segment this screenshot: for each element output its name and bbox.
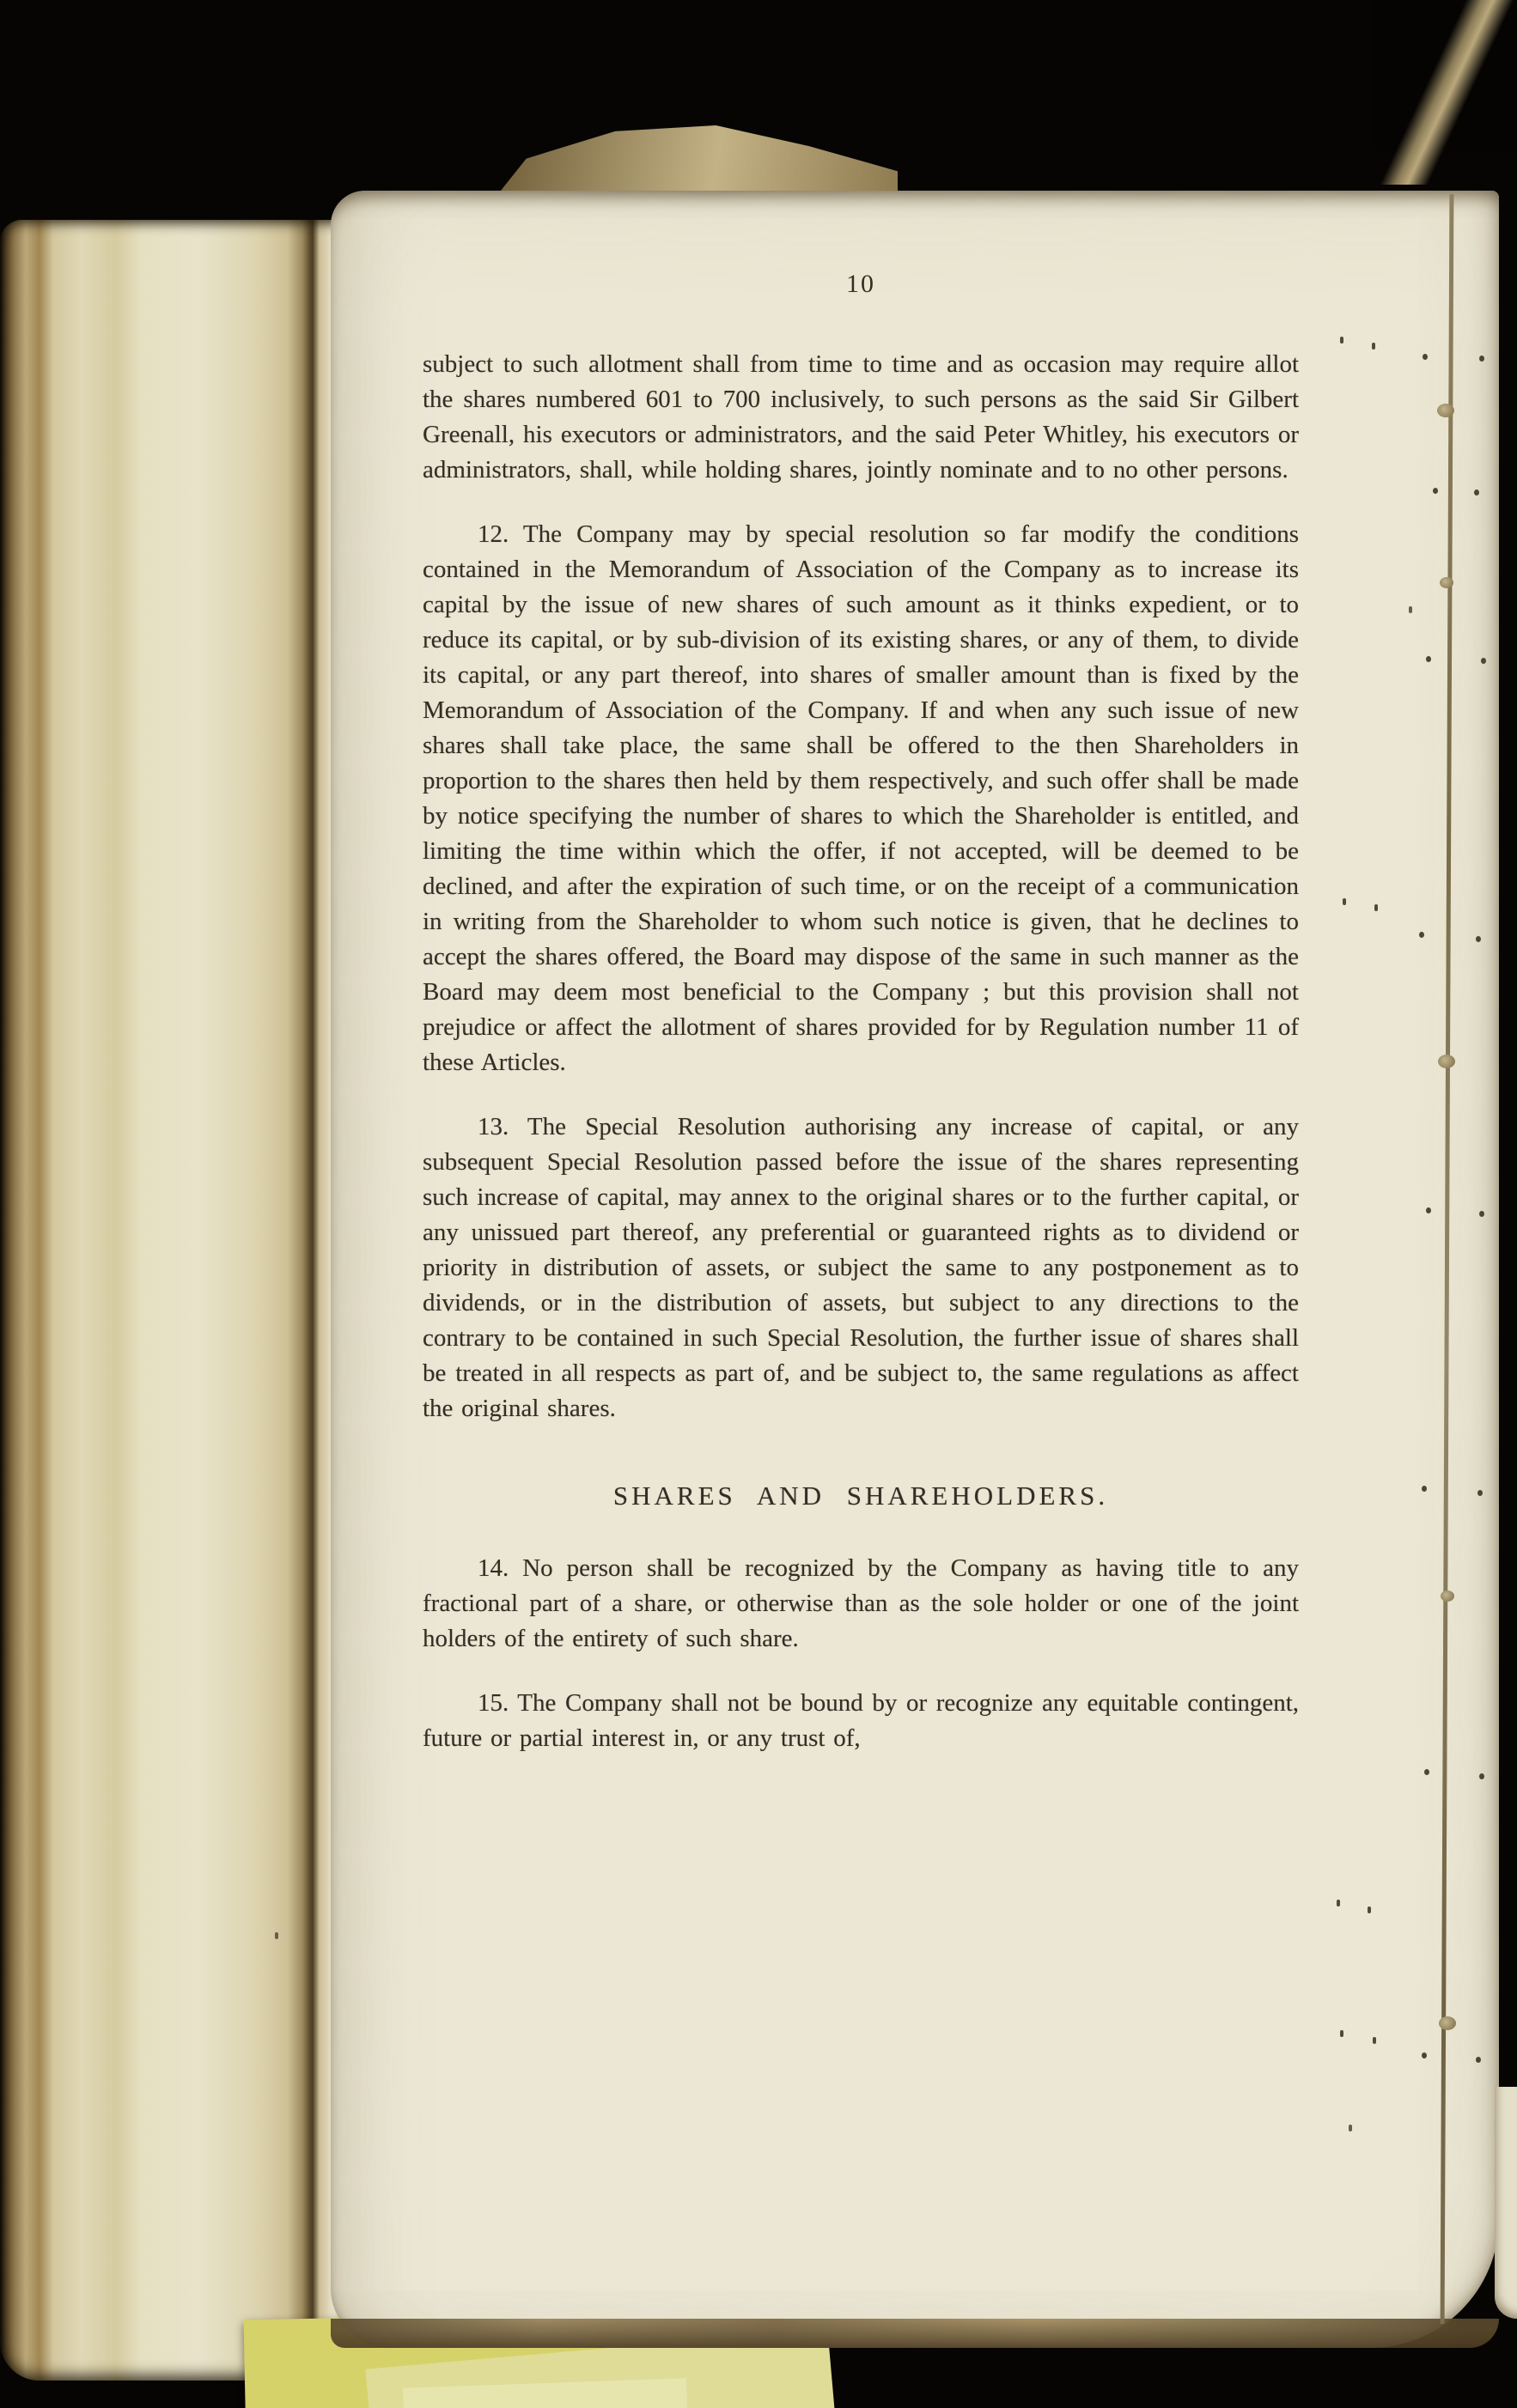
book-page — [331, 191, 1499, 2348]
section-heading: SHARES AND SHAREHOLDERS. — [612, 1481, 1109, 1511]
next-page-edge — [1495, 2087, 1517, 2319]
margin-specks — [0, 0, 3, 7]
page-bottom-edge — [331, 2319, 1499, 2348]
left-page-edges — [0, 220, 344, 2381]
stitch-knot — [1439, 2016, 1456, 2030]
page-corner-fold — [494, 125, 898, 199]
stitch-knot — [1437, 404, 1454, 417]
stitch-knot — [1440, 577, 1453, 588]
page-text-block — [423, 347, 1299, 1785]
paragraph: subject to such allotment shall from time to time and as occasion may require allot the shares numbered 601 to 700 inclusively, to such persons as the said Sir Gilbert Greenall, his executors or administrators, and the said Peter Whitley, his executors or administrators, shall, while holding shares, jointly nominate and to no other persons. — [423, 350, 1299, 483]
paragraph: 14. No person shall be recognized by the Company as having title to any fractional part of a share, or otherwise than as the sole holder or one of the joint holders of the entirety of such share. — [423, 1554, 1299, 1652]
stitch-knot — [1441, 1590, 1454, 1602]
stitch-knot — [1438, 1055, 1455, 1068]
paragraph: 12. The Company may by special resolution so far modify the conditions contained in the Memorandum of Association of the Company as to increase its capital by the issue of new shares of such amount as it thinks expedient, or to reduce its capital, or by sub-division of its existing shares, or any of them, to divide its capital, or any part thereof, into shares of smaller amount than is fixed by the Memorandum of Association of the Company. If and when any such issue of new shares shall take place, the same shall be offered to the then Shareholders in proportion to the shares then held by them respectively, and such offer shall be made by notice specifying the number of shares to which the Shareholder is entitled, and limiting the time within which the offer, if not accepted, will be deemed to be declined, and after the expiration of such time, or on the receipt of a communication in writing from the Shareholder to whom such notice is given, that he declines to accept the shares offered, the Board may dispose of the same in such manner as the Board may deem most beneficial to the Company ; but this provision shall not prejudice or affect the allotment of shares provided for by Regulation number 11 of these Articles. — [423, 520, 1299, 1076]
top-right-binding — [1374, 0, 1517, 185]
paragraph: 15. The Company shall not be bound by or recognize any equitable contingent, future or partial interest in, or any trust of, — [423, 1689, 1299, 1752]
page-number: 10 — [846, 270, 875, 298]
paragraph: 13. The Special Resolution authorising any increase of capital, or any subsequent Special Resolution passed before the issue of the shares representing such increase of capital, may annex to the original shares or to the further capital, or any unissued part thereof, any preferential or guaranteed rights as to dividend or priority in distribution of assets, or subject the same to any postponement as to dividends, or in the distribution of assets, but subject to any directions to the contrary to be contained in such Special Resolution, the further issue of shares shall be treated in all respects as part of, and be subject to, the same regulations as affect the original shares. — [423, 1113, 1299, 1422]
